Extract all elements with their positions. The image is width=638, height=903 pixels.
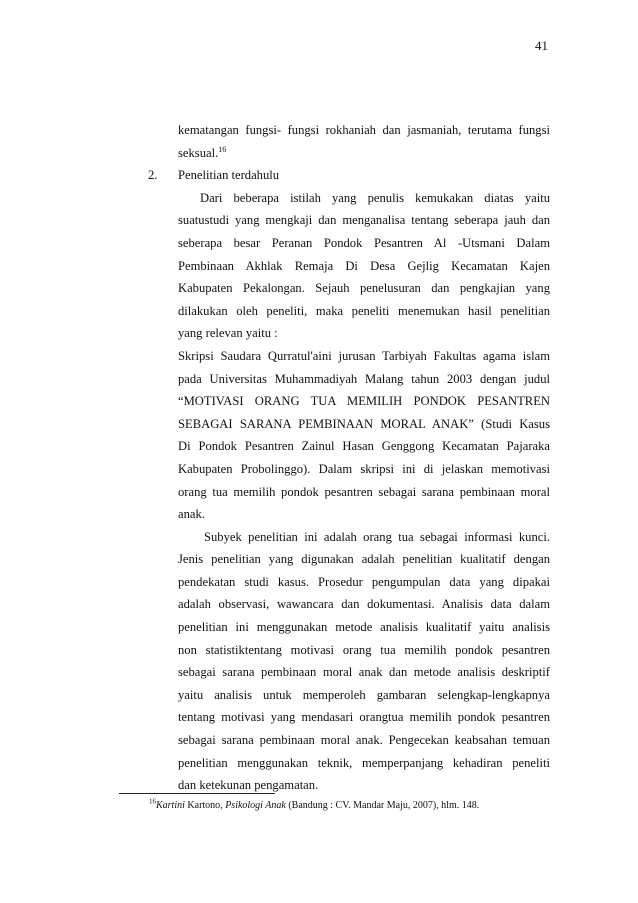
text-line: seberapa besar Peranan Pondok Pesantren Al -Utsmani Dalam [178,235,550,250]
text-line: Di Pondok Pesantren Zainul Hasan Genggong Kecamatan Pajaraka [178,439,550,454]
text-line: dilakukan oleh peneliti, maka peneliti menemukan hasil penelitian [178,303,550,318]
paragraph-1 [142,187,550,345]
footnote-author: Kartini [156,800,185,811]
text-line: pada Universitas Muhammadiyah Malang tahun 2003 dengan judul [178,371,550,386]
paragraph-2 [142,345,550,526]
text-line: Pembinaan Akhlak Remaja Di Desa Gejlig Kecamatan Kajen [178,258,550,273]
text-line: Jenis penelitian yang digunakan adalah penelitian kualitatif dengan [178,552,550,567]
text-line [142,142,550,165]
text-line: pendekatan studi kasus. Prosedur pengumpulan data yang dipakai [178,574,550,589]
paragraph-3 [142,526,550,797]
text-line: Subyek penelitian ini adalah orang tua sebagai informasi kunci. [204,529,550,544]
footnote-publication: (Bandung : CV. Mandar Maju, 2007), hlm. 148. [285,800,480,811]
section-title: Penelitian terdahulu [178,168,280,183]
page-number: 41 [535,38,548,53]
footnote [149,797,480,811]
section-heading [142,164,550,187]
text-fragment: seksual. [178,145,219,160]
footnote-author-rest: Kartono, [184,800,226,811]
text-line: non statistiktentang motivasi orang tua memilih pondok pesantren [178,642,550,657]
page-body [142,119,550,797]
text-line: penelitian ini menggunakan metode analisis kualitatif yaitu analisis [178,620,550,635]
text-line: sebagai sarana pembinaan moral anak. Pengecekan keabsahan temuan [178,733,550,748]
text-line: Kabupaten Pekalongan. Sejauh penelusuran dan pengkajian yang [178,281,550,296]
text-line: SEBAGAI SARANA PEMBINAAN MORAL ANAK” (Studi Kasus [178,416,550,431]
text-line: Kabupaten Probolinggo). Dalam skripsi ini di jelaskan memotivasi [178,461,550,476]
text-line: Skripsi Saudara Qurratul'aini jurusan Tarbiyah Fakultas agama islam [178,348,550,363]
text-line: “MOTIVASI ORANG TUA MEMILIH PONDOK PESANTREN [178,394,550,409]
text-line: penelitian menggunakan teknik, memperpanjang kehadiran peneliti [178,755,550,770]
text-line: anak. [178,507,205,522]
text-line: Dari beberapa istilah yang penulis kemukakan diatas yaitu [200,190,550,205]
text-line: suatustudi yang mengkaji dan menganalisa tentang seberapa jauh dan [178,213,550,228]
section-number: 2. [148,168,158,183]
text-line: sebagai sarana pembinaan moral anak dan metode analisis deskriptif [178,665,550,680]
text-line: orang tua memilih pondok pesantren sebagai sarana pembinaan moral [178,484,550,499]
text-line: adalah observasi, wawancara dan dokumentasi. Analisis data dalam [178,597,550,612]
text-line: yaitu analisis untuk memperoleh gambaran selengkap-lengkapnya [178,687,550,702]
footnote-divider [119,793,275,794]
text-line: kematangan fungsi- fungsi rokhaniah dan jasmaniah, terutama fungsi [178,123,550,137]
text-line: yang relevan yaitu : [178,326,278,341]
footnote-title: Psikologi Anak [225,800,286,811]
footnote-number: 16 [149,797,156,806]
footnote-ref: 16 [218,144,227,154]
continuation-paragraph [142,119,550,164]
text-line: tentang motivasi yang mendasari orangtua memilih pondok pesantren [178,710,550,725]
text-line: dan ketekunan pengamatan. [178,778,319,793]
